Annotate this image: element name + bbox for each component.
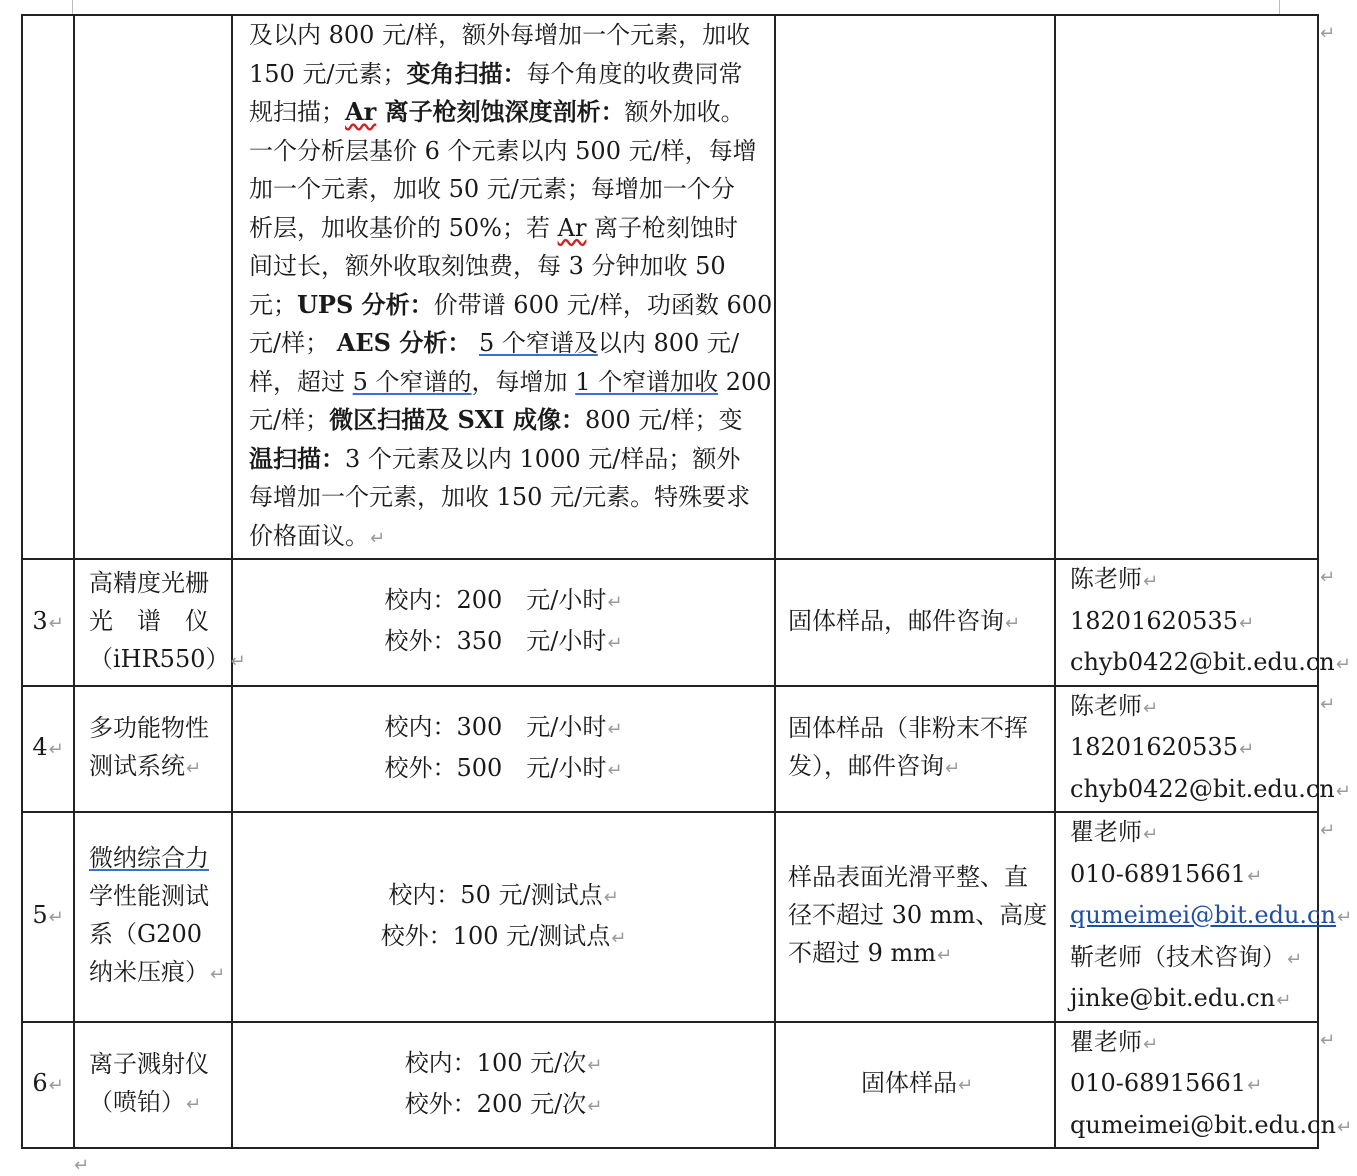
fee-detail-text: 温扫描： (249, 443, 345, 473)
fee-detail-text: 150 元/元素； (249, 59, 407, 88)
paragraph-mark-icon: ↵ (48, 739, 64, 761)
instrument-name-text: 测试系统 (89, 752, 185, 781)
instrument-name-text: （iHR550） (89, 644, 230, 673)
fee-detail-text: 200 (718, 367, 772, 396)
price-line (233, 708, 774, 749)
table-row (22, 686, 1318, 813)
fee-detail-text: 元； (249, 290, 297, 319)
fee-detail-line (249, 170, 764, 209)
fee-detail-text: 微区扫描及 SXI 成像： (329, 405, 585, 434)
paragraph-mark-icon: ↵ (1276, 990, 1292, 1011)
requirement-line (788, 747, 1046, 788)
paragraph-mark-icon: ↵ (1336, 1116, 1353, 1138)
contact-cell (1055, 559, 1351, 686)
requirement-text: 固体样品 (860, 1069, 957, 1098)
contact-text: 18201620535 (1070, 733, 1238, 761)
instrument-name-line (89, 1083, 225, 1124)
fee-detail-text: 额外加收。 (624, 98, 745, 126)
fee-detail-cell (232, 15, 775, 559)
instrument-name-text: 离子溅射仪 (89, 1050, 209, 1079)
fee-detail-line (249, 93, 764, 132)
fee-detail-text: 3 个元素及以内 1000 元/样品；额外 (345, 444, 741, 473)
instrument-name-text: 高精度光栅 (89, 568, 209, 597)
contact-line (1070, 896, 1353, 938)
page-margin-guide-right (1279, 0, 1280, 14)
paragraph-mark-icon: ↵ (1247, 865, 1263, 887)
price-text: 校外：100 元/测试点 (380, 921, 611, 950)
price-line (233, 581, 774, 622)
row-end-mark-icon: ↵ (1320, 693, 1336, 715)
instrument-name-line (89, 564, 225, 602)
paragraph-mark-icon: ↵ (937, 945, 953, 967)
fee-detail-line (249, 286, 773, 325)
contact-text: 18201620535 (1070, 606, 1238, 635)
table-row (22, 559, 1318, 686)
fee-detail-line (249, 55, 764, 94)
fee-detail-line (249, 16, 764, 55)
instrument-name-cell (74, 812, 232, 1022)
fee-detail-text: 间过长，额外收取刻蚀费，每 3 分钟加收 50 (249, 252, 726, 280)
requirement-text: 样品表面光滑平整、直 (788, 863, 1028, 892)
price-line (233, 1044, 774, 1085)
instrument-name-line (89, 877, 225, 915)
price-text: 校外：350 元/小时 (384, 627, 607, 656)
page-margin-guide-left (72, 0, 73, 14)
price-cell (232, 559, 775, 686)
contact-line (1070, 855, 1313, 897)
requirement-line (788, 896, 1046, 934)
fee-detail-text: 5 个窄谱的 (352, 367, 472, 396)
paragraph-mark-icon: ↵ (603, 886, 619, 908)
instrument-name-text: 多功能物性 (89, 714, 209, 743)
row-number: 6 (32, 1069, 48, 1098)
contact-text: chyb0422@bit.edu.cn (1070, 648, 1335, 676)
fee-detail-text (471, 329, 479, 357)
paragraph-mark-icon: ↵ (1238, 739, 1255, 760)
sample-requirement-cell (775, 559, 1055, 686)
fee-detail-text: 一个分析层基价 6 个元素以内 500 元/样，每增 (249, 136, 757, 165)
fee-detail-text: 价带谱 600 元/样，功函数 600 (433, 290, 773, 319)
paragraph-mark-icon: ↵ (1247, 1075, 1263, 1096)
instrument-name-line (89, 953, 225, 994)
contact-line (1070, 687, 1313, 729)
contact-line (1070, 643, 1351, 685)
price-text: 校内：50 元/测试点 (388, 880, 603, 909)
instrument-name-text: 微纳综合力 (89, 844, 209, 873)
row-end-mark-icon: ↵ (1320, 23, 1336, 44)
paragraph-mark-icon: ↵ (1143, 1033, 1159, 1055)
paragraph-mark-icon: ↵ (1238, 612, 1255, 634)
paragraph-mark-icon: ↵ (186, 758, 202, 780)
fee-detail-line (249, 517, 764, 559)
fee-detail-line (249, 401, 764, 440)
fee-detail-line (249, 132, 764, 171)
fee-detail-text: 离子枪刻蚀深度剖析： (376, 97, 625, 126)
contact-cell (1055, 686, 1351, 813)
fee-detail-line (249, 247, 764, 286)
contact-line (1070, 728, 1313, 770)
fee-detail-line (249, 363, 772, 402)
instrument-name-text: 系（G200 (89, 920, 202, 949)
contact-cell (1055, 812, 1353, 1022)
instrument-name-line (89, 915, 225, 953)
row-number-cell (22, 812, 74, 1022)
contact-line (1070, 602, 1313, 644)
table-row (22, 15, 1318, 559)
fee-detail-text: 加一个元素，加收 50 元/元素；每增加一个分 (249, 175, 735, 203)
contact-line (1070, 1106, 1353, 1148)
instrument-name-text: 学性能测试 (89, 882, 209, 911)
instrument-name-line (89, 640, 246, 681)
fee-detail-text: 800 元/样；变 (584, 406, 743, 434)
contact-text: 010-68915661 (1070, 1069, 1247, 1097)
paragraph-mark-icon: ↵ (1287, 948, 1303, 970)
requirement-text: 固体样品，邮件咨询 (788, 606, 1004, 635)
row-end-mark-icon: ↵ (1320, 1029, 1336, 1051)
sample-requirement-cell (775, 1022, 1055, 1149)
price-cell (232, 686, 775, 813)
fee-detail-line (249, 440, 764, 479)
fee-detail-line (249, 478, 764, 517)
requirement-text: 径不超过 30 mm、高度 (788, 901, 1048, 930)
paragraph-mark-icon: ↵ (587, 1095, 603, 1117)
contact-text: qumeimei@bit.edu.cn (1070, 1110, 1336, 1139)
paragraph-mark-icon: ↵ (1335, 780, 1351, 802)
sample-requirement-cell (775, 812, 1055, 1022)
contact-text: 陈老师 (1070, 691, 1142, 720)
instrument-name-line (89, 839, 225, 877)
paragraph-mark-icon: ↵ (945, 758, 961, 780)
fee-detail-text: 每增加一个元素，加收 150 元/元素。特殊要求 (249, 483, 751, 511)
fee-detail-text: 样，超过 (249, 367, 353, 396)
fee-detail-text: 价格面议。 (249, 521, 369, 550)
contact-text: jinke@bit.edu.cn (1070, 984, 1276, 1012)
contact-text: 靳老师（技术咨询） (1070, 942, 1286, 971)
paragraph-mark-icon: ↵ (1143, 697, 1159, 719)
sample-requirement-cell (775, 15, 1055, 559)
paragraph-mark-icon: ↵ (370, 527, 386, 549)
contact-text: 010-68915661 (1070, 859, 1247, 888)
fee-detail-text: 析层，加收基价的 50%；若 (249, 213, 558, 242)
contact-text: chyb0422@bit.edu.cn (1070, 774, 1335, 803)
price-cell (232, 1022, 775, 1149)
paragraph-mark-icon: ↵ (186, 1094, 202, 1116)
instrument-name-cell (74, 686, 232, 813)
paragraph-mark-icon: ↵ (611, 927, 627, 949)
fee-detail-text: Ar (557, 213, 587, 242)
price-cell (232, 812, 775, 1022)
paragraph-mark-icon: ↵ (607, 633, 623, 655)
fee-detail-line (249, 324, 764, 363)
fee-detail-text: 5 个窄谱及 (478, 329, 598, 357)
price-line (233, 917, 774, 958)
contact-cell (1055, 15, 1318, 559)
requirement-line (788, 858, 1046, 896)
fee-detail-text: Ar (345, 97, 377, 126)
contact-cell (1055, 1022, 1353, 1149)
paragraph-mark-icon: ↵ (1336, 907, 1353, 928)
instrument-name-cell (74, 1022, 232, 1149)
paragraph-mark-icon: ↵ (1005, 612, 1021, 634)
contact-text: 瞿老师 (1070, 818, 1142, 846)
contact-text: 瞿老师 (1070, 1027, 1142, 1056)
contact-line (1070, 1064, 1313, 1106)
price-line (233, 1085, 774, 1126)
instrument-name-cell (74, 15, 232, 559)
fee-detail-text: 1 个窄谱加收 (575, 367, 719, 396)
paragraph-mark-icon: ↵ (587, 1054, 603, 1076)
paragraph-mark-icon: ↵ (210, 964, 226, 986)
instrument-name-line (89, 709, 225, 747)
fee-detail-text: 离子枪刻蚀时 (586, 213, 739, 242)
contact-line (1070, 560, 1313, 602)
instrument-name-text: （喷铂） (89, 1088, 185, 1117)
row-number-cell (22, 1022, 74, 1149)
paragraph-mark-icon: ↵ (607, 759, 623, 781)
instrument-name-text: 纳米压痕） (89, 958, 209, 987)
instrument-name-line (89, 747, 225, 788)
requirement-text: 不超过 9 mm (788, 939, 937, 968)
price-line (233, 876, 774, 917)
contact-line (1070, 770, 1351, 812)
requirement-text: 发），邮件咨询 (788, 752, 944, 781)
paragraph-mark-icon: ↵ (957, 1075, 974, 1097)
fee-detail-text: 变角扫描： (406, 58, 527, 88)
fee-detail-line (249, 209, 764, 248)
row-number-cell (22, 15, 74, 559)
paragraph-mark-icon: ↵ (607, 592, 623, 614)
price-line (233, 749, 774, 790)
instrument-name-text: 光 谱 仪 (89, 606, 209, 635)
row-number-cell (22, 686, 74, 813)
price-text: 校外：200 元/次 (404, 1089, 587, 1118)
price-text: 校内：300 元/小时 (384, 712, 607, 741)
fee-detail-text: 及以内 800 元/样，额外每增加一个元素，加收 (249, 21, 751, 49)
sample-requirement-cell (775, 686, 1055, 813)
fee-detail-text: 规扫描； (249, 98, 345, 126)
price-line (233, 622, 774, 663)
paragraph-mark-icon: ↵ (1143, 824, 1159, 845)
contact-line (1070, 1023, 1313, 1065)
contact-line (1070, 938, 1313, 980)
fee-detail-text: ，每增加 (471, 367, 576, 396)
paragraph-mark-icon: ↵ (48, 1075, 64, 1097)
row-end-mark-icon: ↵ (1320, 820, 1336, 841)
paragraph-mark-icon: ↵ (74, 1155, 90, 1176)
service-fee-table (21, 14, 1353, 1149)
paragraph-mark-icon: ↵ (1335, 654, 1351, 675)
row-number: 3 (32, 606, 48, 635)
requirement-line (788, 602, 1046, 643)
instrument-name-line (89, 1045, 225, 1083)
paragraph-mark-icon: ↵ (48, 907, 64, 929)
fee-detail-text: 以内 800 元/ (597, 329, 740, 357)
requirement-line (788, 1064, 1046, 1105)
requirement-line (788, 709, 1046, 747)
paragraph-mark-icon: ↵ (607, 718, 623, 740)
contact-line (1070, 979, 1313, 1021)
price-text: 校外：500 元/小时 (384, 753, 607, 782)
email-link[interactable]: qumeimei@bit.edu.cn (1070, 901, 1336, 929)
row-number-cell (22, 559, 74, 686)
instrument-name-line (89, 602, 225, 640)
row-number: 4 (32, 733, 48, 762)
price-text: 校内：200 元/小时 (384, 586, 607, 615)
instrument-name-cell (74, 559, 246, 686)
paragraph-mark-icon: ↵ (1143, 571, 1159, 592)
price-text: 校内：100 元/次 (404, 1048, 587, 1077)
requirement-line (788, 934, 1046, 975)
contact-text: 陈老师 (1070, 565, 1142, 593)
row-end-mark-icon: ↵ (1320, 567, 1336, 588)
fee-detail-text: 每个角度的收费同常 (526, 59, 743, 88)
fee-detail-text: 元/样； (249, 406, 330, 434)
requirement-text: 固体样品（非粉末不挥 (788, 714, 1028, 743)
fee-detail-text: 元/样； (249, 329, 337, 357)
fee-detail-text: UPS 分析： (297, 289, 434, 319)
paragraph-mark-icon: ↵ (230, 650, 246, 672)
paragraph-mark-icon: ↵ (48, 612, 64, 634)
fee-detail-text: AES 分析： (336, 328, 472, 357)
contact-line (1070, 813, 1313, 855)
table-row (22, 1022, 1318, 1149)
table-row (22, 812, 1318, 1022)
row-number: 5 (32, 901, 48, 930)
